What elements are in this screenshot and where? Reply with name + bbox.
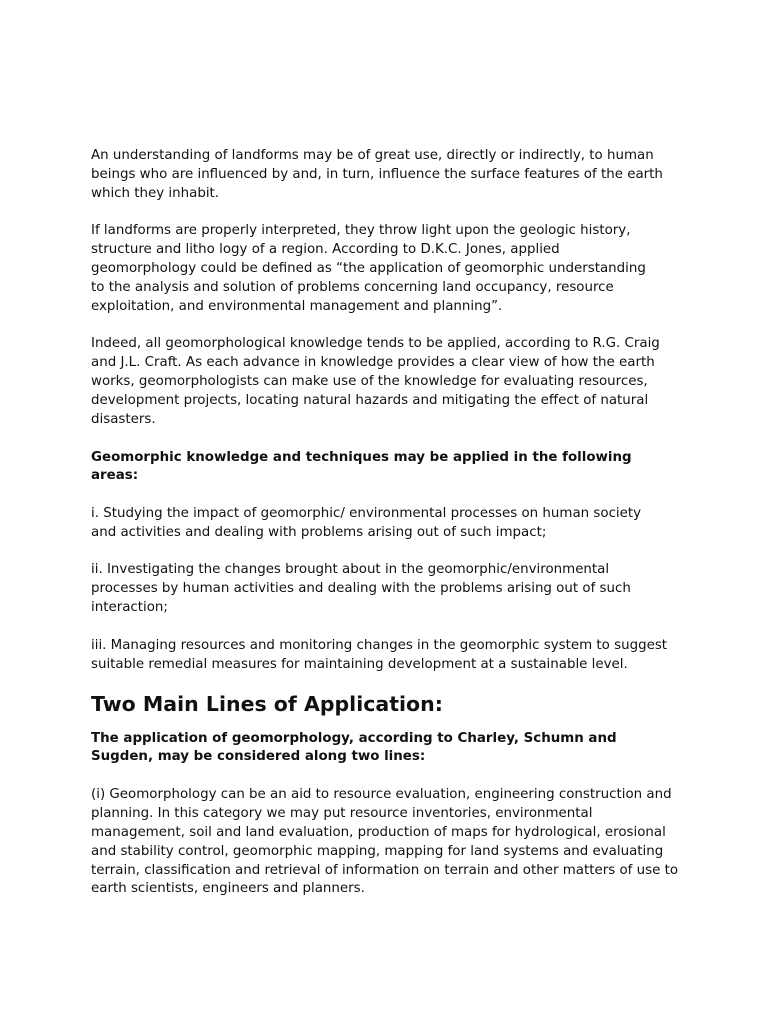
interpretation-paragraph: If landforms are properly interpreted, they throw light upon the geologic history, structure and litho logy of a region. According to D.K.C. Jones, applied geomorphology could be defined as “the application of geomorphic understanding to the analysis and solution of problems concerning land occupancy, resource exploitation, and environmental management and planning”. <box>91 223 646 314</box>
applications-intro: Geomorphic knowledge and techniques may be applied in the following areas: <box>91 449 632 484</box>
line-of-application-item-1: (i) Geomorphology can be an aid to resource evaluation, engineering construction and planning. In this category we may put resource inventories, environmental management, soil and land evaluation, production of maps for hydrological, erosional and stability control, geomorphic mapping, mapping for land systems and evaluating terrain, classification and retrieval of information on terrain and other matters of use to earth scientists, engineers and planners. <box>91 786 679 897</box>
intro-paragraph: An understanding of landforms may be of great use, directly or indirectly, to human beings who are influenced by and, in turn, influence the surface features of the earth which they inhabit. <box>91 148 663 201</box>
section-heading: Two Main Lines of Application: <box>91 691 443 716</box>
application-item-iii: iii. Managing resources and monitoring changes in the geomorphic system to suggest suitable remedial measures for maintaining development at a sustainable level. <box>91 637 668 672</box>
application-item-ii: ii. Investigating the changes brought about in the geomorphic/environmental processes by human activities and dealing with the problems arising out of such interaction; <box>91 562 631 616</box>
applied-knowledge-paragraph: Indeed, all geomorphological knowledge tends to be applied, according to R.G. Craig and J.L. Craft. As each advance in knowledge provides a clear view of how the earth works, geomorphologists can make use of the knowledge for evaluating resources, development projects, locating natural hazards and mitigating the effect of natural disasters. <box>91 336 660 428</box>
application-item-i: i. Studying the impact of geomorphic/ environmental processes on human society and activities and dealing with problems arising out of such impact; <box>91 505 642 540</box>
document-page <box>91 147 691 899</box>
section-intro: The application of geomorphology, according to Charley, Schumn and Sugden, may be considered along two lines: <box>91 730 617 765</box>
